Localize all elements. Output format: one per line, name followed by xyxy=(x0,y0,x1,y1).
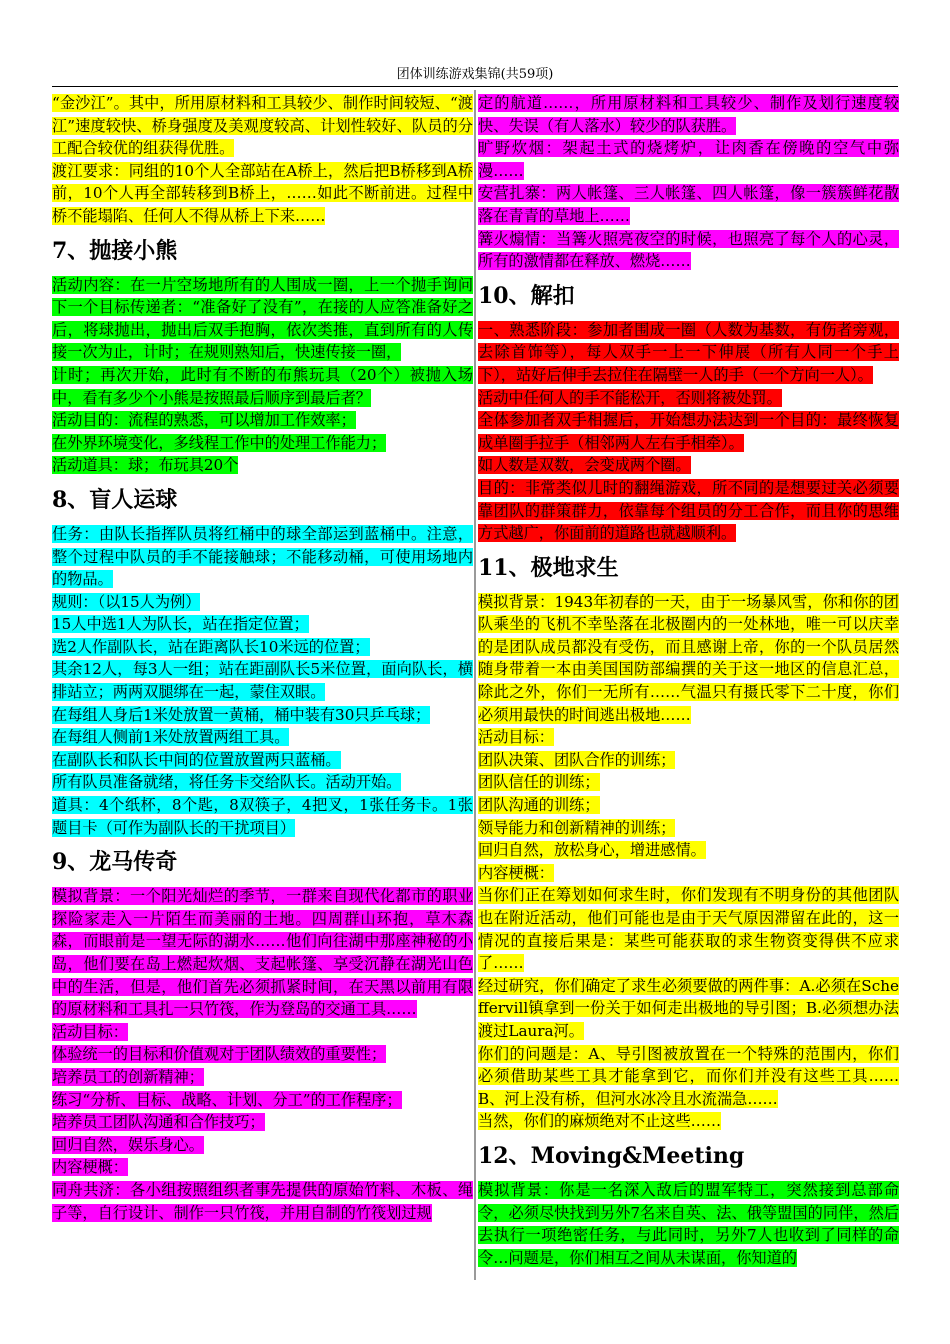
paragraph: 活动内容：在一片空场地所有的人围成一圈，上一个抛手询问下一个目标传递者：“准备好了没有”，在接的人应答准备好之后，将球抛出，抛出后双手抱胸，依次类推，直到所有的人传接一次为止，计时；在规则熟知后，快速传接一圈， xyxy=(52,275,473,362)
section-heading: 7、抛接小熊 xyxy=(52,237,178,264)
paragraph: 目的：非常类似儿时的翻绳游戏，所不同的是想要过关必须要靠团队的群策群力，依靠每个组员的分工合作，而且你的思维方式越广，你面前的道路也就越顺利。 xyxy=(478,478,899,543)
paragraph: 如人数是双数，会变成两个圈。 xyxy=(478,456,691,475)
paragraph: 模拟背景：1943年初春的一天，由于一场暴风雪，你和你的团队乘坐的飞机不幸坠落在北极圈内的一处林地，唯一可以庆幸的是团队成员都没有受伤，而且感谢上帝，你的一个队员居然随身带着一本由美国国防部编撰的关于这一地区的信息汇总，除此之外，你们一无所有……气温只有摄氏零下二十度，你们必须用最快的时间逃出极地…… xyxy=(478,592,899,724)
column-divider xyxy=(474,90,476,1280)
paragraph: 同舟共济：各小组按照组织者事先提供的原始竹料、木板、绳子等，自行设计、制作一只竹筏，并用自制的竹筏划过规 xyxy=(52,1180,473,1222)
paragraph: 任务：由队长指挥队员将红桶中的球全部运到蓝桶中。注意，整个过程中队员的手不能接触球；不能移动桶，可使用场地内的物品。 xyxy=(52,524,473,589)
paragraph: 练习“分析、目标、战略、计划、分工”的工作程序； xyxy=(52,1090,402,1109)
paragraph: 其余12人，每3人一组；站在距副队长5米位置，面向队长，横排站立；两两双腿绑在一起，蒙住双眼。 xyxy=(52,660,473,702)
paragraph: 你们的问题是：A、导引图被放置在一个特殊的范围内，你们必须借助某些工具才能拿到它，而你们并没有这些工具……B、河上没有桥，但河水冰冷且水流湍急…… xyxy=(478,1044,899,1108)
section-heading: 8、盲人运球 xyxy=(52,486,178,513)
paragraph: 15人中选1人为队长，站在指定位置； xyxy=(52,615,309,634)
paragraph: 当然，你们的麻烦绝对不止这些…… xyxy=(478,1112,721,1131)
paragraph: 团队信任的训练； xyxy=(478,773,600,792)
paragraph: 在副队长和队长中间的位置放置两只蓝桶。 xyxy=(52,750,341,769)
paragraph: 一、熟悉阶段：参加者围成一圈（人数为基数，有伤者旁观，去除首饰等），每人双手一上一下伸展（所有人同一个手上下），站好后伸手去拉住在隔壁一人的手（一个方向一人）。 xyxy=(478,320,899,384)
paragraph: 篝火煽情：当篝火照亮夜空的时候，也照亮了每个人的心灵，所有的激情都在释放、燃烧…… xyxy=(478,229,899,271)
paragraph: 当你们正在筹划如何求生时，你们发现有不明身份的其他团队也在附近活动，他们可能也是由于天气原因滞留在此的，这一情况的直接后果是：某些可能获取的求生物资变得供不应求了…… xyxy=(478,886,899,973)
right-column xyxy=(478,92,899,1269)
paragraph: 活动目标： xyxy=(478,728,554,747)
paragraph: 活动道具：球；布玩具20个 xyxy=(52,456,239,475)
paragraph: 道具：4个纸杯，8个匙，8双筷子，4把叉，1张任务卡。1张题目卡（可作为副队长的干扰项目） xyxy=(52,796,473,837)
paragraph: 渡江要求：同组的10个人全部站在A桥上，然后把B桥移到A桥前，10个人再全部转移到B桥上，……如此不断前进。过程中桥不能塌陷、任何人不得从桥上下来…… xyxy=(52,161,473,225)
header-rule xyxy=(52,86,898,87)
page-header: 团体训练游戏集锦(共59项) xyxy=(396,67,554,82)
paragraph: 内容梗概： xyxy=(478,863,554,882)
paragraph: “金沙江”。其中，所用原材料和工具较少、制作时间较短、“渡江”速度较快、桥身强度及美观度较高、计划性较好、队员的分工配合较优的组获得优胜。 xyxy=(52,94,473,158)
paragraph: 经过研究，你们确定了求生必须要做的两件事：A.必须在Scheffervill镇拿到一份关于如何走出极地的导引图；B.必须想办法渡过Laura河。 xyxy=(478,976,899,1040)
paragraph: 在每组人身后1米处放置一黄桶，桶中装有30只乒乓球； xyxy=(52,705,431,724)
section-heading: 10、解扣 xyxy=(478,282,575,309)
paragraph: 回归自然，放松身心，增进感情。 xyxy=(478,841,706,860)
paragraph: 所有队员准备就绪，将任务卡交给队长。活动开始。 xyxy=(52,773,402,792)
paragraph: 选2人作副队长，站在距离队长10米远的位置； xyxy=(52,637,370,656)
paragraph: 安营扎寨：两人帐篷、三人帐篷、四人帐篷，像一簇簇鲜花散落在青青的草地上…… xyxy=(478,184,899,225)
section-heading: 9、龙马传奇 xyxy=(52,849,178,876)
paragraph: 领导能力和创新精神的训练； xyxy=(478,818,676,837)
section-heading: 12、Moving&Meeting xyxy=(478,1142,745,1169)
paragraph: 全体参加者双手相握后，开始想办法达到一个目的：最终恢复成单圈手拉手（相邻两人左右手相牵）。 xyxy=(478,411,899,452)
paragraph: 旷野炊烟：架起土式的烧烤炉，让肉香在傍晚的空气中弥漫…… xyxy=(478,139,899,180)
paragraph: 活动目标： xyxy=(52,1022,128,1041)
paragraph: 回归自然，娱乐身心。 xyxy=(52,1135,204,1154)
paragraph: 在外界环境变化，多线程工作中的处理工作能力； xyxy=(52,433,387,452)
paragraph: 培养员工团队沟通和合作技巧； xyxy=(52,1113,265,1132)
paragraph: 在每组人侧前1米处放置两组工具。 xyxy=(52,728,290,747)
paragraph: 规则：（以15人为例） xyxy=(52,592,201,611)
paragraph: 团队沟通的训练； xyxy=(478,796,600,815)
paragraph: 团队决策、团队合作的训练； xyxy=(478,750,676,769)
left-column xyxy=(52,92,473,1224)
paragraph: 内容梗概： xyxy=(52,1158,128,1177)
paragraph: 计时；再次开始，此时有不断的布熊玩具（20个）被抛入场中，看有多少个小熊是按照最后顺序到最后者？ xyxy=(52,365,473,407)
paragraph: 活动目的：流程的熟悉，可以增加工作效率； xyxy=(52,411,356,430)
paragraph: 体验统一的目标和价值观对于团队绩效的重要性； xyxy=(52,1045,387,1064)
paragraph: 活动中任何人的手不能松开，否则将被处罚。 xyxy=(478,388,782,407)
paragraph: 模拟背景：你是一名深入敌后的盟军特工，突然接到总部命令，必须尽快找到另外7名来自英、法、俄等盟国的同伴，然后去执行一项绝密任务，与此同时，另外7人也收到了同样的命令…问题是，你们相互之间从未谋面，你知道的 xyxy=(478,1180,899,1267)
paragraph: 定的航道……，所用原材料和工具较少、制作及划行速度较快、失误（有人落水）较少的队获胜。 xyxy=(478,94,899,135)
section-heading: 11、极地求生 xyxy=(478,554,619,581)
paragraph: 培养员工的创新精神； xyxy=(52,1067,204,1086)
paragraph: 模拟背景：一个阳光灿烂的季节，一群来自现代化都市的职业探险家走入一片陌生而美丽的土地。四周群山环抱，草木森森，而眼前是一望无际的湖水……他们向往湖中那座神秘的小岛，他们要在岛上燃起炊烟、支起帐篷、享受沉静在湖光山色中的生活，但是，他们首先必须抓紧时间，在天黑以前用有限的原材料和工具扎一只竹筏，作为登岛的交通工具…… xyxy=(52,887,473,1019)
